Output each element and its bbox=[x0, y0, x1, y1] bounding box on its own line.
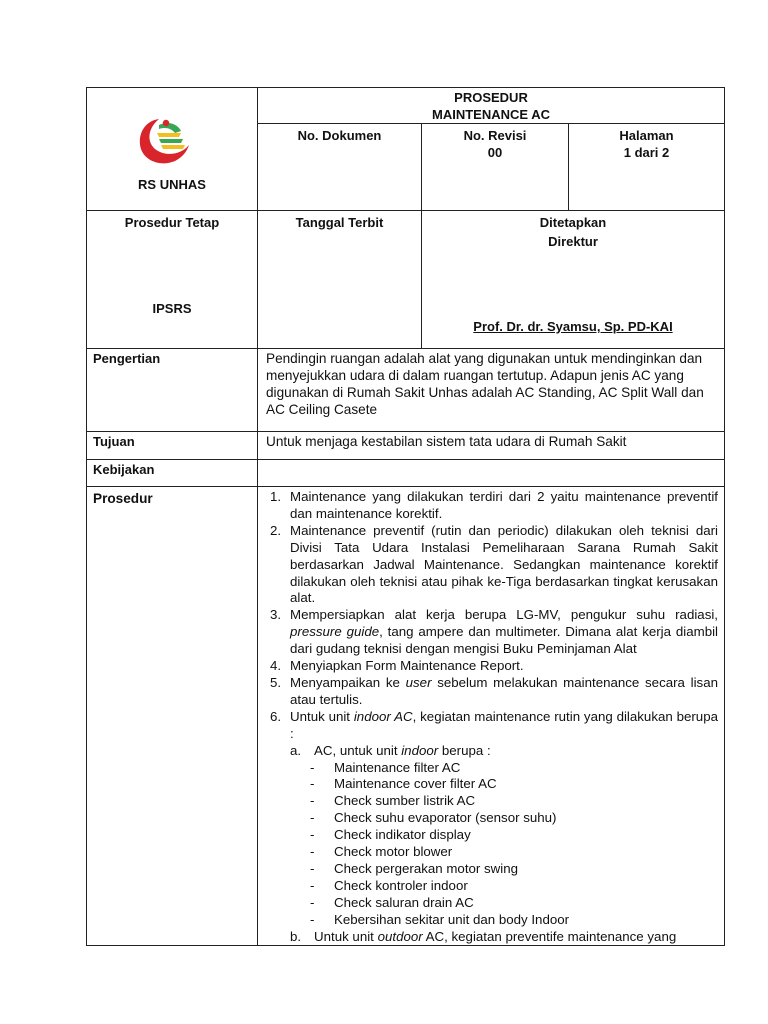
tujuan-label: Tujuan bbox=[87, 432, 258, 460]
check-item: - Maintenance filter AC bbox=[310, 759, 461, 775]
check-item: - Check kontroler indoor bbox=[310, 877, 468, 893]
document-title bbox=[258, 88, 725, 124]
list-item: 5. Menyampaikan ke user sebelum melakukan maintenance secara lisan atau tertulis. bbox=[270, 674, 718, 707]
list-item: 4. Menyiapkan Form Maintenance Report. bbox=[270, 658, 524, 674]
sub-item-a: a. AC, untuk unit indoor berupa : bbox=[290, 742, 491, 758]
halaman-label: Halaman bbox=[619, 128, 674, 143]
halaman-cell bbox=[569, 124, 725, 211]
check-item: - Check saluran drain AC bbox=[310, 894, 474, 910]
prosedur-tetap-cell bbox=[87, 211, 258, 349]
tanggal-terbit-cell bbox=[258, 211, 422, 349]
sop-table bbox=[86, 87, 725, 946]
check-item: - Check sumber listrik AC bbox=[310, 793, 476, 809]
no-revisi-value: 00 bbox=[487, 145, 503, 160]
no-dokumen-label: No. Dokumen bbox=[297, 128, 382, 143]
check-item: - Check motor blower bbox=[310, 844, 453, 860]
title-line-1: PROSEDUR bbox=[454, 90, 528, 105]
prosedur-list bbox=[266, 489, 718, 743]
prosedur-tetap-label: Prosedur Tetap bbox=[124, 215, 220, 230]
logo-cell bbox=[87, 88, 258, 211]
check-item: - Check suhu evaporator (sensor suhu) bbox=[310, 810, 557, 826]
direktur-label: Direktur bbox=[548, 234, 598, 249]
unit-label: IPSRS bbox=[152, 301, 192, 316]
tujuan-text: Untuk menjaga kestabilan sistem tata udara di Rumah Sakit bbox=[258, 432, 725, 460]
tanggal-terbit-label: Tanggal Terbit bbox=[295, 215, 384, 230]
list-item: 6. Untuk unit indoor AC, kegiatan maintenance rutin yang dilakukan berupa : bbox=[270, 708, 718, 741]
no-revisi-label: No. Revisi bbox=[463, 128, 527, 143]
pengertian-text: Pendingin ruangan adalah alat yang digunakan untuk mendinginkan dan menyejukkan udara di dalam ruangan tertutup. Adapun jenis AC yang digunakan di Rumah Sakit Unhas adalah AC Standing, AC Split Wall dan AC Ceiling Casete bbox=[258, 349, 725, 432]
prosedur-content bbox=[258, 487, 725, 946]
ditetapkan-label: Ditetapkan bbox=[539, 215, 607, 230]
title-line-2: MAINTENANCE AC bbox=[432, 107, 550, 122]
list-item: 3. Mempersiapkan alat kerja berupa LG-MV, pengukur suhu radiasi, pressure guide, tang ampere dan multimeter. Dimana alat kerja diambil dari gudang teknisi dengan mengisi Buku Peminjaman Alat bbox=[270, 607, 718, 657]
check-item: - Maintenance cover filter AC bbox=[310, 776, 497, 792]
hospital-logo bbox=[135, 115, 195, 167]
kebijakan-label: Kebijakan bbox=[87, 460, 258, 487]
check-item: - Check pergerakan motor swing bbox=[310, 860, 519, 876]
sub-item-b: b. Untuk unit outdoor AC, kegiatan preventife maintenance yang bbox=[290, 928, 677, 944]
list-item: 2. Maintenance preventif (rutin dan periodic) dilakukan oleh teknisi dari Divisi Tata Udara Instalasi Pemeliharaan Sarana Rumah Sakit berdasarkan Jadwal Maintenance. Sedangkan maintenance korektif dilakukan oleh teknisi atau pihak ke-Tiga berdasarkan tingkat kerusakan alat. bbox=[270, 522, 718, 606]
halaman-value: 1 dari 2 bbox=[623, 145, 670, 160]
hospital-name: RS UNHAS bbox=[138, 177, 206, 192]
check-item: - Check indikator display bbox=[310, 827, 471, 843]
kebijakan-text bbox=[258, 460, 725, 487]
signatory-name: Prof. Dr. dr. Syamsu, Sp. PD-KAI bbox=[473, 319, 673, 334]
no-revisi-cell bbox=[422, 124, 569, 211]
prosedur-label: Prosedur bbox=[87, 487, 258, 946]
ditetapkan-cell bbox=[422, 211, 725, 349]
check-item: - Kebersihan sekitar unit dan body Indoor bbox=[310, 911, 570, 927]
pengertian-label: Pengertian bbox=[87, 349, 258, 432]
no-dokumen-cell bbox=[258, 124, 422, 211]
list-item: 1. Maintenance yang dilakukan terdiri dari 2 yaitu maintenance preventif dan maintenance korektif. bbox=[270, 489, 718, 521]
